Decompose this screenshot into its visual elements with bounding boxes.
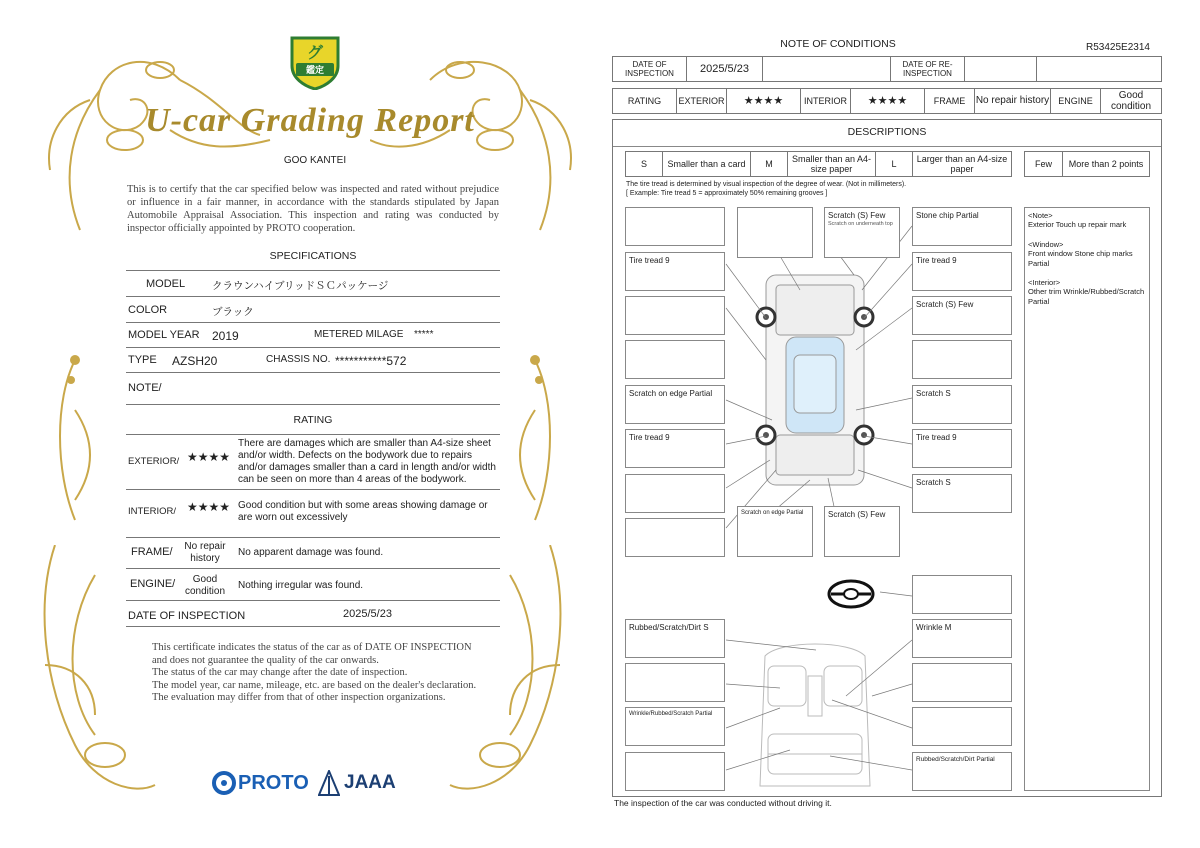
type-value: AZSH20	[172, 354, 218, 368]
desc-box-steering	[912, 575, 1012, 614]
legend-l: L	[876, 152, 913, 176]
conditions-footer: The inspection of the car was conducted without driving it.	[614, 798, 832, 808]
frame-value: No repair history	[184, 541, 226, 564]
ornament-right-side	[505, 350, 565, 530]
exterior-label: EXTERIOR	[677, 89, 727, 113]
desc-box-left-4	[625, 340, 725, 379]
certification-intro: This is to certify that the car specified below was inspected and rated without prejudice or influence in a fair manner, in accordance with the standards stipulated by Japan Automobile Appraisal Association. This inspection and rating was conducted by inspector officially appointed by PROTO cooperation.	[127, 184, 499, 235]
desc-box-left-3	[625, 296, 725, 335]
note-window: Front window Stone chip marks Partial	[1028, 249, 1133, 268]
legend-m: M	[751, 152, 788, 176]
desc-box-right-6: Tire tread 9	[912, 429, 1012, 468]
shield-icon	[288, 32, 342, 90]
desc-box-left-5: Scratch on edge Partial	[625, 385, 725, 424]
legend-m-desc: Smaller than an A4-size paper	[788, 152, 876, 176]
date-of-inspection-value: 2025/5/23	[687, 57, 763, 81]
desc-box-bottom-1: Scratch on edge Partial	[737, 506, 813, 557]
engine-label: ENGINE	[1051, 89, 1101, 113]
desc-box-int-right-2	[912, 663, 1012, 702]
desc-box-right-4	[912, 340, 1012, 379]
chassis-value: ***********572	[335, 354, 407, 368]
exterior-stars: ★★★★	[727, 89, 801, 113]
interior-stars: ★★★★	[851, 89, 925, 113]
desc-box-left-7	[625, 474, 725, 513]
exterior-stars: ★★★★	[187, 450, 231, 464]
desc-box-left-8	[625, 518, 725, 557]
svg-text:グ: グ	[306, 43, 324, 62]
desc-box-left-2: Tire tread 9	[625, 252, 725, 291]
desc-box-right-2: Tire tread 9	[912, 252, 1012, 291]
note-interior-heading: <Interior>	[1028, 277, 1061, 287]
frame-label: FRAME/	[131, 546, 173, 558]
color-value: ブラック	[212, 306, 254, 318]
legend-s-desc: Smaller than a card	[663, 152, 751, 176]
reinspection-label: DATE OF RE-INSPECTION	[891, 57, 965, 81]
exterior-label: EXTERIOR/	[128, 456, 180, 467]
engine-value: Good condition	[1110, 89, 1152, 112]
color-label: COLOR	[128, 304, 168, 316]
reference-number: R53425E2314	[1086, 42, 1150, 53]
exterior-description: There are damages which are smaller than A4-size sheet and/or width. Defects on the bodywork due to repairs and/or damages smaller than a card in length and/or width can be seen on more than 4 areas of the bodywork.	[238, 438, 496, 485]
legend-few: Few	[1025, 152, 1063, 176]
desc-box-int-left-3: Wrinkle/Rubbed/Scratch Partial	[625, 707, 725, 746]
model-year-label: MODEL YEAR	[128, 329, 200, 341]
desc-box-left-6: Tire tread 9	[625, 429, 725, 468]
legend-s: S	[626, 152, 663, 176]
desc-box-int-left-4	[625, 752, 725, 791]
desc-box-int-left-1: Rubbed/Scratch/Dirt S	[625, 619, 725, 658]
desc-box-bottom-2: Scratch (S) Few	[824, 506, 900, 557]
conditions-title: NOTE OF CONDITIONS	[780, 38, 896, 50]
report-subtitle: GOO KANTEI	[283, 155, 347, 166]
proto-logo-text: PROTO	[238, 771, 309, 794]
desc-box-right-3: Scratch (S) Few	[912, 296, 1012, 335]
engine-label: ENGINE/	[130, 578, 176, 590]
desc-box-left-1	[625, 207, 725, 246]
jaaa-logo-text: JAAA	[344, 772, 396, 793]
jaaa-logo	[318, 770, 396, 796]
interior-label: INTERIOR	[801, 89, 851, 113]
tire-note-1: The tire tread is determined by visual inspection of the degree of wear. (Not in millimeters).	[626, 181, 907, 188]
desc-box-right-7: Scratch S	[912, 474, 1012, 513]
desc-box-int-left-2	[625, 663, 725, 702]
note-of-conditions-sheet	[600, 0, 1200, 848]
legend-few-desc: More than 2 points	[1068, 158, 1144, 169]
chassis-label: CHASSIS NO.	[266, 354, 331, 365]
engine-description: Nothing irregular was found.	[238, 580, 364, 591]
ornament-left-side	[45, 350, 105, 530]
desc-box-int-right-4: Rubbed/Scratch/Dirt Partial	[912, 752, 1012, 791]
note-interior: Other trim Wrinkle/Rubbed/Scratch Partial	[1028, 287, 1145, 306]
rating-heading: RATING	[293, 414, 333, 426]
note-window-heading: <Window>	[1028, 239, 1064, 249]
desc-box-int-right-1: Wrinkle M	[912, 619, 1012, 658]
type-label: TYPE	[128, 354, 157, 366]
model-year-value: 2019	[212, 329, 239, 343]
badge-text: 鑑定	[296, 63, 334, 76]
frame-value: No repair history	[975, 89, 1051, 113]
descriptions-heading: DESCRIPTIONS	[847, 126, 927, 138]
notes-box	[1024, 207, 1150, 791]
legend-l-desc: Larger than an A4-size paper	[916, 153, 1008, 174]
interior-label: INTERIOR/	[128, 506, 177, 517]
date-of-inspection-label: DATE OF INSPECTION	[613, 57, 687, 81]
note-exterior: Exterior Touch up repair mark	[1028, 220, 1127, 230]
frame-description: No apparent damage was found.	[238, 547, 384, 558]
report-title: U-car Grading Report	[145, 102, 475, 139]
desc-box-right-5: Scratch S	[912, 385, 1012, 424]
frame-label: FRAME	[925, 89, 975, 113]
jaaa-mark-icon	[318, 770, 340, 796]
date-of-inspection-value: 2025/5/23	[343, 608, 392, 620]
model-value: クラウンハイブリッドＳＣパッケージ	[212, 280, 389, 292]
interior-stars: ★★★★	[187, 500, 231, 514]
engine-value: Good condition	[184, 574, 226, 597]
proto-mark-icon	[212, 771, 236, 795]
specifications-heading: SPECIFICATIONS	[269, 250, 357, 262]
proto-logo	[212, 770, 309, 796]
tire-note-2: [ Example: Tire tread 5 = approximately 50% remaining grooves ]	[626, 190, 828, 197]
model-label: MODEL	[146, 278, 186, 290]
note-label: NOTE/	[128, 382, 162, 394]
interior-description: Good condition but with some areas showing damage or are worn out excessively	[238, 500, 488, 523]
goo-kantei-badge	[288, 32, 342, 90]
note-heading: <Note>	[1028, 211, 1053, 220]
desc-box-int-right-3	[912, 707, 1012, 746]
certificate-footer-text: This certificate indicates the status of the car as of DATE OF INSPECTION and does not guarantee the quality of the car onwards. The status of the car may change after the date of inspection. The model year, car name, mileage, etc. are based on the dealer's declaration. The evaluation may differ from that of other inspection organizations.	[152, 642, 477, 704]
metered-milage-label: METERED MILAGE	[314, 329, 404, 340]
desc-box-top-1	[737, 207, 813, 258]
desc-box-right-1: Stone chip Partial	[912, 207, 1012, 246]
metered-milage-value: *****	[414, 329, 434, 340]
date-of-inspection-label: DATE OF INSPECTION	[128, 610, 246, 622]
desc-box-top-2: Scratch (S) Few Scratch on underneath top	[824, 207, 900, 258]
rating-label: RATING	[613, 89, 677, 113]
